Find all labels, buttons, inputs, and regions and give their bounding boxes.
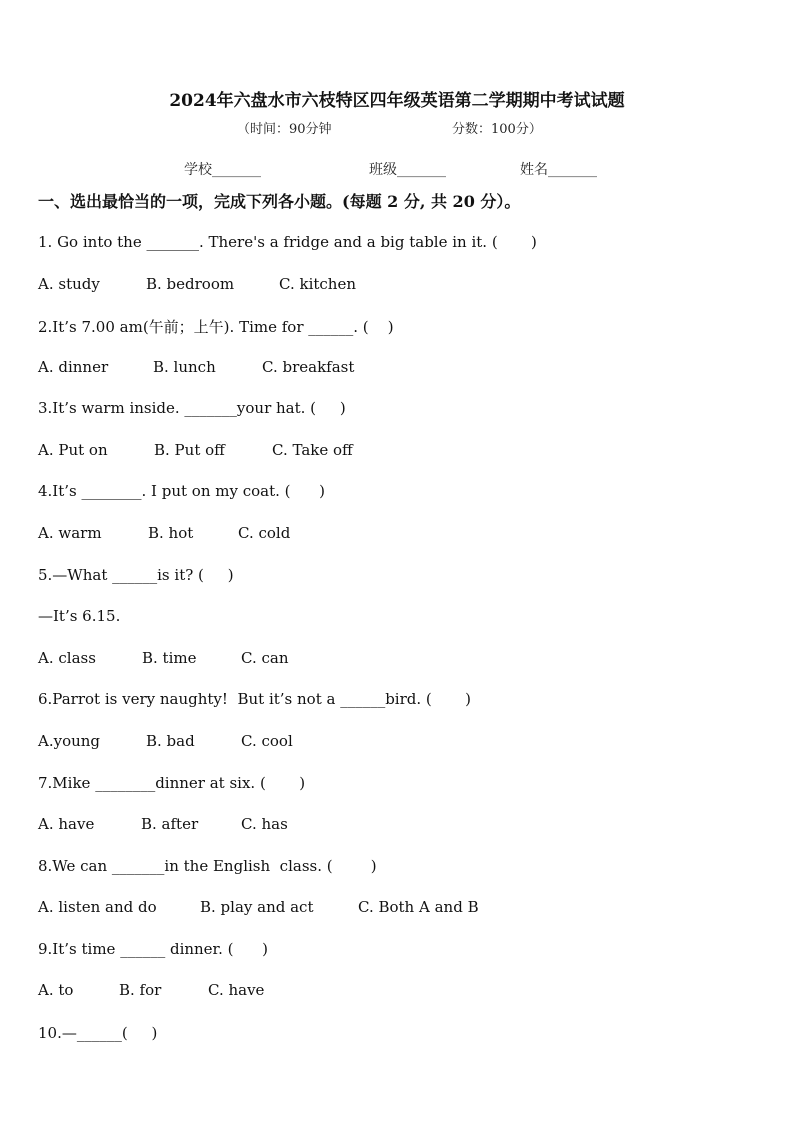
q2-option-b: B. lunch <box>153 358 216 376</box>
q3-option-a: A. Put on <box>38 441 108 459</box>
q1-option-c: C. kitchen <box>279 275 356 293</box>
q4-option-b: B. hot <box>148 524 194 542</box>
section-heading: 一、选出最恰当的一项，完成下列各小题。(每题 2 分, 共 20 分）。 <box>38 192 521 211</box>
q5-option-b: B. time <box>142 649 197 667</box>
q4-option-c: C. cold <box>238 524 291 542</box>
school-field: 学校_______ <box>184 162 261 178</box>
q4-option-a: A. warm <box>38 524 102 542</box>
question-9: 9.It’s time ______ dinner. ( ) <box>38 940 268 958</box>
q7-option-b: B. after <box>141 815 199 833</box>
class-field: 班级_______ <box>369 162 446 178</box>
q9-option-a: A. to <box>38 981 74 999</box>
q5-option-a: A. class <box>38 649 96 667</box>
question-5-answer-line: —It’s 6.15. <box>38 607 121 625</box>
q6-option-a: A.young <box>38 732 101 750</box>
q9-option-b: B. for <box>119 981 162 999</box>
question-4: 4.It’s ________. I put on my coat. ( ) <box>38 482 325 500</box>
q8-option-b: B. play and act <box>200 898 314 916</box>
exam-time: （时间：90分钟 <box>237 122 332 137</box>
q3-option-b: B. Put off <box>154 441 225 459</box>
exam-score: 分数：100分） <box>452 122 542 137</box>
name-field: 姓名_______ <box>520 162 597 178</box>
q7-option-c: C. has <box>241 815 288 833</box>
question-8: 8.We can _______in the English class. ( ) <box>38 857 377 875</box>
q1-option-a: A. study <box>38 275 100 293</box>
question-10: 10.—______( ) <box>38 1024 158 1042</box>
q1-option-b: B. bedroom <box>146 275 235 293</box>
q6-option-c: C. cool <box>241 732 293 750</box>
q5-option-c: C. can <box>241 649 289 667</box>
q7-option-a: A. have <box>38 815 95 833</box>
q2-option-a: A. dinner <box>38 358 109 376</box>
page-title: 2024年六盘水市六枝特区四年级英语第二学期期中考试试题 <box>169 91 625 111</box>
q8-option-a: A. listen and do <box>38 898 157 916</box>
question-6: 6.Parrot is very naughty! But it’s not a ______bird. ( ) <box>38 690 471 708</box>
q6-option-b: B. bad <box>146 732 195 750</box>
question-1: 1. Go into the _______. There's a fridge and a big table in it. ( ) <box>38 233 537 251</box>
question-5: 5.—What ______is it? ( ) <box>38 566 234 584</box>
q3-option-c: C. Take off <box>272 441 353 459</box>
question-3: 3.It’s warm inside. _______your hat. ( ) <box>38 399 346 417</box>
q8-option-c: C. Both A and B <box>358 898 479 916</box>
q9-option-c: C. have <box>208 981 265 999</box>
question-7: 7.Mike ________dinner at six. ( ) <box>38 774 306 792</box>
q2-option-c: C. breakfast <box>262 358 355 376</box>
question-2: 2.It’s 7.00 am(午前；上午). Time for ______. ( ) <box>38 318 394 336</box>
